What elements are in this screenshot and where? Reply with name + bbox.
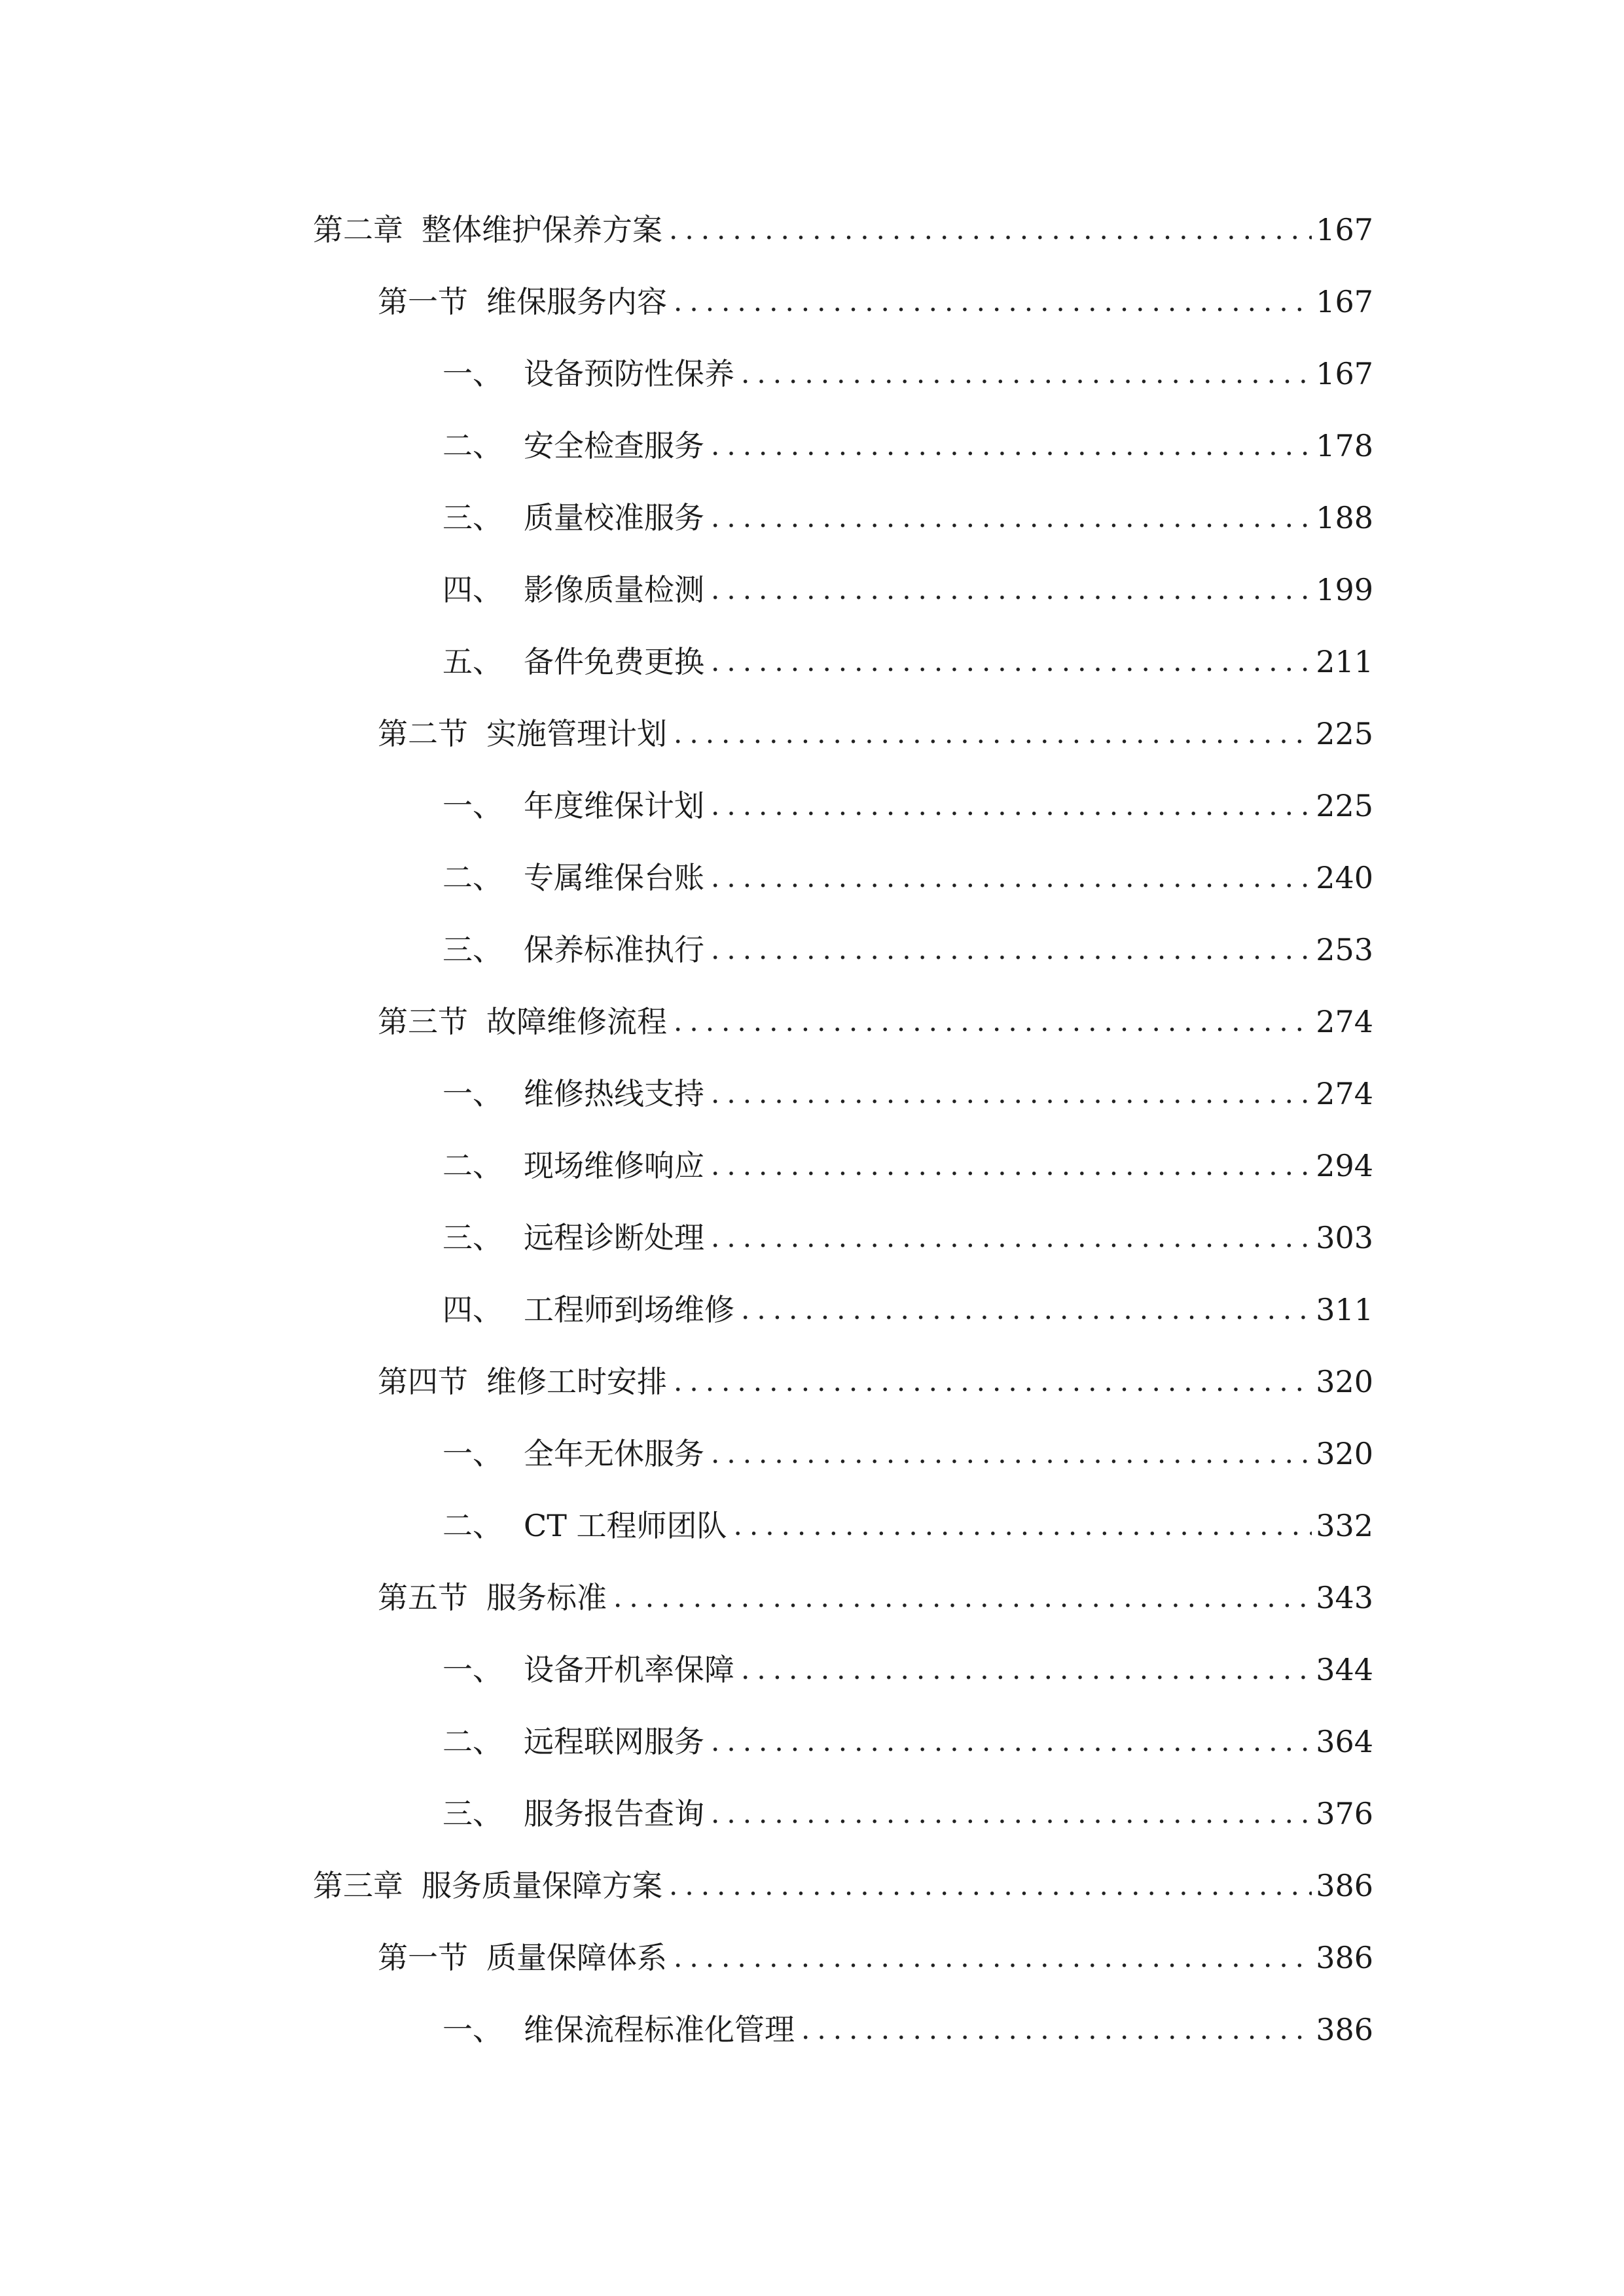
entry-title: 服务报告查询	[524, 1796, 704, 1831]
dot-leader	[667, 996, 1312, 1048]
toc-entry-item[interactable]	[442, 1211, 1373, 1264]
entry-page-number: 303	[1316, 1220, 1373, 1255]
entry-number: 第五节	[378, 1580, 468, 1615]
entry-title: 保养标准执行	[524, 932, 704, 967]
entry-number: 四、	[442, 1292, 503, 1327]
entry-number: 第二章	[313, 212, 403, 247]
dot-leader	[734, 348, 1312, 400]
entry-number: 第三节	[378, 1004, 468, 1039]
entry-page-number: 376	[1316, 1796, 1373, 1831]
dot-leader	[734, 1643, 1312, 1696]
entry-number: 第一节	[378, 1940, 468, 1975]
dot-leader	[704, 780, 1312, 832]
entry-page-number: 311	[1316, 1292, 1373, 1327]
entry-number: 三、	[442, 932, 503, 967]
entry-page-number: 294	[1316, 1148, 1373, 1183]
toc-entry-item[interactable]	[442, 564, 1373, 616]
entry-page-number: 386	[1316, 2012, 1373, 2047]
entry-title: CT 工程师团队	[524, 1508, 727, 1543]
entry-number: 二、	[442, 1724, 503, 1759]
entry-title: 现场维修响应	[524, 1148, 704, 1183]
dot-leader	[704, 492, 1312, 544]
entry-title: 故障维修流程	[486, 1004, 667, 1039]
entry-page-number: 167	[1316, 284, 1373, 319]
toc-entry-section[interactable]	[378, 996, 1373, 1048]
dot-leader	[704, 1715, 1312, 1768]
entry-title: 实施管理计划	[486, 716, 667, 751]
toc-entry-item[interactable]	[442, 2003, 1373, 2056]
entry-page-number: 199	[1316, 572, 1373, 607]
entry-title: 年度维保计划	[524, 788, 704, 823]
dot-leader	[704, 1067, 1312, 1120]
dot-leader	[704, 420, 1312, 472]
toc-entry-item[interactable]	[442, 1499, 1373, 1552]
entry-title: 工程师到场维修	[524, 1292, 734, 1327]
toc-entry-section[interactable]	[378, 276, 1373, 328]
entry-title: 影像质量检测	[524, 572, 704, 607]
entry-number: 二、	[442, 428, 503, 463]
entry-title: 设备开机率保障	[524, 1652, 734, 1687]
entry-number: 一、	[442, 1436, 503, 1471]
entry-page-number: 344	[1316, 1652, 1373, 1687]
entry-title: 维保服务内容	[486, 284, 667, 319]
dot-leader	[704, 1139, 1312, 1192]
entry-page-number: 332	[1316, 1508, 1373, 1543]
entry-title: 专属维保台账	[524, 860, 704, 895]
entry-number: 一、	[442, 1652, 503, 1687]
entry-number: 二、	[442, 1508, 503, 1543]
dot-leader	[704, 1787, 1312, 1840]
entry-page-number: 320	[1316, 1436, 1373, 1471]
entry-number: 第三章	[313, 1868, 403, 1903]
entry-number: 第二节	[378, 716, 468, 751]
dot-leader	[704, 1427, 1312, 1480]
dot-leader	[704, 924, 1312, 976]
entry-page-number: 274	[1316, 1076, 1373, 1111]
toc-entry-item[interactable]	[442, 780, 1373, 832]
toc-entry-item[interactable]	[442, 1139, 1373, 1192]
entry-page-number: 211	[1316, 644, 1373, 679]
toc-entry-item[interactable]	[442, 1787, 1373, 1840]
entry-page-number: 386	[1316, 1940, 1373, 1975]
entry-page-number: 253	[1316, 932, 1373, 967]
toc-entry-item[interactable]	[442, 348, 1373, 400]
toc-entry-item[interactable]	[442, 492, 1373, 544]
toc-entry-item[interactable]	[442, 1643, 1373, 1696]
entry-number: 一、	[442, 2012, 503, 2047]
entry-title: 远程联网服务	[524, 1724, 704, 1759]
dot-leader	[734, 1283, 1312, 1336]
entry-page-number: 343	[1316, 1580, 1373, 1615]
entry-title: 服务质量保障方案	[422, 1868, 662, 1903]
dot-leader	[704, 852, 1312, 904]
toc-entry-section[interactable]	[378, 1355, 1373, 1408]
toc-entry-section[interactable]	[378, 708, 1373, 760]
entry-title: 质量保障体系	[486, 1940, 667, 1975]
entry-title: 服务标准	[486, 1580, 607, 1615]
entry-title: 设备预防性保养	[524, 356, 734, 391]
entry-title: 质量校准服务	[524, 500, 704, 535]
entry-page-number: 167	[1316, 212, 1373, 247]
entry-title: 维修工时安排	[486, 1364, 667, 1399]
entry-title: 远程诊断处理	[524, 1220, 704, 1255]
entry-page-number: 167	[1316, 356, 1373, 391]
dot-leader	[795, 2003, 1312, 2056]
entry-page-number: 225	[1316, 788, 1373, 823]
toc-entry-item[interactable]	[442, 852, 1373, 904]
dot-leader	[667, 276, 1312, 328]
entry-title: 整体维护保养方案	[422, 212, 662, 247]
entry-number: 三、	[442, 500, 503, 535]
dot-leader	[667, 1931, 1312, 1984]
toc-entry-item[interactable]	[442, 1427, 1373, 1480]
entry-page-number: 386	[1316, 1868, 1373, 1903]
toc-entry-chapter[interactable]	[313, 204, 1373, 256]
entry-number: 第四节	[378, 1364, 468, 1399]
entry-page-number: 274	[1316, 1004, 1373, 1039]
dot-leader	[667, 708, 1312, 760]
dot-leader	[662, 204, 1312, 256]
dot-leader	[662, 1859, 1312, 1912]
entry-number: 二、	[442, 860, 503, 895]
toc-entry-item[interactable]	[442, 636, 1373, 688]
toc-entry-section[interactable]	[378, 1931, 1373, 1984]
entry-page-number: 178	[1316, 428, 1373, 463]
dot-leader	[667, 1355, 1312, 1408]
entry-page-number: 320	[1316, 1364, 1373, 1399]
entry-page-number: 364	[1316, 1724, 1373, 1759]
entry-page-number: 188	[1316, 500, 1373, 535]
entry-number: 一、	[442, 788, 503, 823]
dot-leader	[704, 564, 1312, 616]
dot-leader	[607, 1571, 1312, 1624]
entry-number: 四、	[442, 572, 503, 607]
entry-number: 二、	[442, 1148, 503, 1183]
toc-entry-chapter[interactable]	[313, 1859, 1373, 1912]
entry-number: 五、	[442, 644, 503, 679]
dot-leader	[704, 636, 1312, 688]
entry-number: 一、	[442, 1076, 503, 1111]
toc-entry-item[interactable]	[442, 924, 1373, 976]
entry-title: 备件免费更换	[524, 644, 704, 679]
entry-number: 三、	[442, 1220, 503, 1255]
entry-page-number: 225	[1316, 716, 1373, 751]
dot-leader	[727, 1499, 1312, 1552]
entry-page-number: 240	[1316, 860, 1373, 895]
entry-number: 第一节	[378, 284, 468, 319]
toc-entry-item[interactable]	[442, 1283, 1373, 1336]
dot-leader	[704, 1211, 1312, 1264]
entry-number: 三、	[442, 1796, 503, 1831]
entry-title: 安全检查服务	[524, 428, 704, 463]
toc-entry-item[interactable]	[442, 420, 1373, 472]
entry-title: 维保流程标准化管理	[524, 2012, 795, 2047]
toc-entry-item[interactable]	[442, 1715, 1373, 1768]
entry-title: 全年无休服务	[524, 1436, 704, 1471]
entry-title: 维修热线支持	[524, 1076, 704, 1111]
toc-entry-section[interactable]	[378, 1571, 1373, 1624]
entry-number: 一、	[442, 356, 503, 391]
toc-entry-item[interactable]	[442, 1067, 1373, 1120]
